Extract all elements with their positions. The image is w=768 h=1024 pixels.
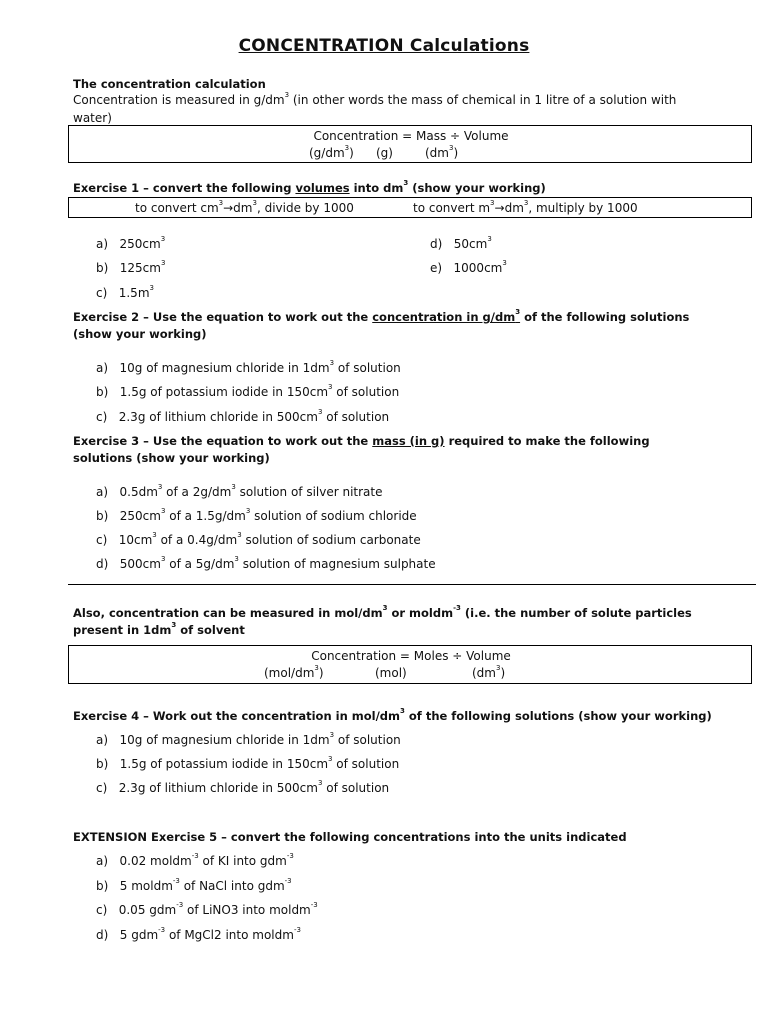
mass-unit-mass: (g)	[376, 146, 393, 160]
ex4-item-a: a) 10g of magnesium chloride in $1dm^3$ of solution	[96, 731, 401, 747]
tip-m3-to-dm3: to convert $m^3\to dm^3$, multiply by 1000	[413, 199, 638, 215]
ex1-item-a: a) $250cm^3$	[96, 235, 166, 251]
page-title: CONCENTRATION Calculations	[238, 36, 530, 56]
ex5-item-c: c) 0.05 gdm$^{-3}$ of LiNO3 into moldm$^{-3}$	[96, 901, 318, 917]
tip-cm3-to-dm3: to convert $cm^3\to dm^3$, divide by 1000	[135, 199, 354, 215]
exercise3-heading-line2: solutions (show your working)	[73, 451, 270, 465]
moles-unit-conc: $(mol/dm^3)$	[264, 664, 324, 680]
ex3-item-a: a) $0.5dm^3$ of a $2g/dm^3$ solution of silver nitrate	[96, 483, 383, 499]
ex2-item-b: b) 1.5g of potassium iodide in $150cm^3$ of solution	[96, 383, 400, 399]
ex5-item-d: d) 5 gdm$^{-3}$ of MgCl2 into moldm$^{-3}$	[96, 926, 301, 942]
moles-unit-volume: $(dm^3)$	[472, 664, 506, 680]
ex4-item-c: c) 2.3g of lithium chloride in $500cm^3$ of solution	[96, 779, 390, 795]
ex4-item-b: b) 1.5g of potassium iodide in $150cm^3$ of solution	[96, 755, 400, 771]
moles-formula-box	[68, 645, 752, 684]
intro-heading: The concentration calculation	[73, 77, 266, 91]
intro-line2: water)	[73, 111, 112, 125]
ex1-item-d: d) $50cm^3$	[430, 235, 492, 251]
ex1-item-b: b) $125cm^3$	[96, 259, 166, 275]
exercise4-heading: Exercise 4 – Work out the concentration in mol/$dm^3$ of the following solutions (show your working)	[73, 707, 712, 723]
exercise1-heading: Exercise 1 – convert the following volumes into $dm^3$ (show your working)	[73, 179, 546, 195]
section-divider	[68, 584, 756, 585]
ex5-item-b: b) 5 moldm$^{-3}$ of NaCl into gdm$^{-3}$	[96, 877, 292, 893]
exercise3-heading: Exercise 3 – Use the equation to work out the mass (in g) required to make the following	[73, 434, 650, 448]
exercise2-heading-line2: (show your working)	[73, 327, 207, 341]
intro-line1: Concentration is measured in $g/dm^3$ (in other words the mass of chemical in 1 litre of a solution with	[73, 91, 677, 107]
ex3-item-c: c) $10cm^3$ of a $0.4g/dm^3$ solution of sodium carbonate	[96, 531, 421, 547]
exercise5-heading: EXTENSION Exercise 5 – convert the following concentrations into the units indicated	[73, 830, 627, 844]
mass-unit-conc: $(g/dm^3)$	[309, 144, 354, 160]
ex1-item-c: c) $1.5m^3$	[96, 284, 154, 300]
ex2-item-c: c) 2.3g of lithium chloride in $500cm^3$ of solution	[96, 408, 390, 424]
ex3-item-b: b) $250cm^3$ of a $1.5g/dm^3$ solution of sodium chloride	[96, 507, 417, 523]
mass-unit-volume: $(dm^3)$	[425, 144, 459, 160]
moles-intro-line1: Also, concentration can be measured in mol/$dm^3$ or moldm$^{-3}$ (i.e. the number of solute particles	[73, 604, 692, 620]
mass-formula-box	[68, 125, 752, 163]
ex3-item-d: d) $500cm^3$ of a $5g/dm^3$ solution of magnesium sulphate	[96, 555, 436, 571]
moles-unit-moles: (mol)	[375, 666, 407, 680]
mass-formula: Concentration = Mass ÷ Volume	[313, 129, 509, 143]
moles-intro-line2: present in $1dm^3$ of solvent	[73, 621, 245, 637]
conversion-tip-box	[68, 197, 752, 218]
ex5-item-a: a) 0.02 moldm$^{-3}$ of KI into gdm$^{-3}$	[96, 852, 294, 868]
ex1-item-e: e) $1000cm^3$	[430, 259, 507, 275]
exercise2-heading: Exercise 2 – Use the equation to work out the concentration in $g/dm^3$ of the following solutions	[73, 308, 690, 324]
ex2-item-a: a) 10g of magnesium chloride in $1dm^3$ of solution	[96, 359, 401, 375]
moles-formula: Concentration = Moles ÷ Volume	[311, 649, 511, 663]
